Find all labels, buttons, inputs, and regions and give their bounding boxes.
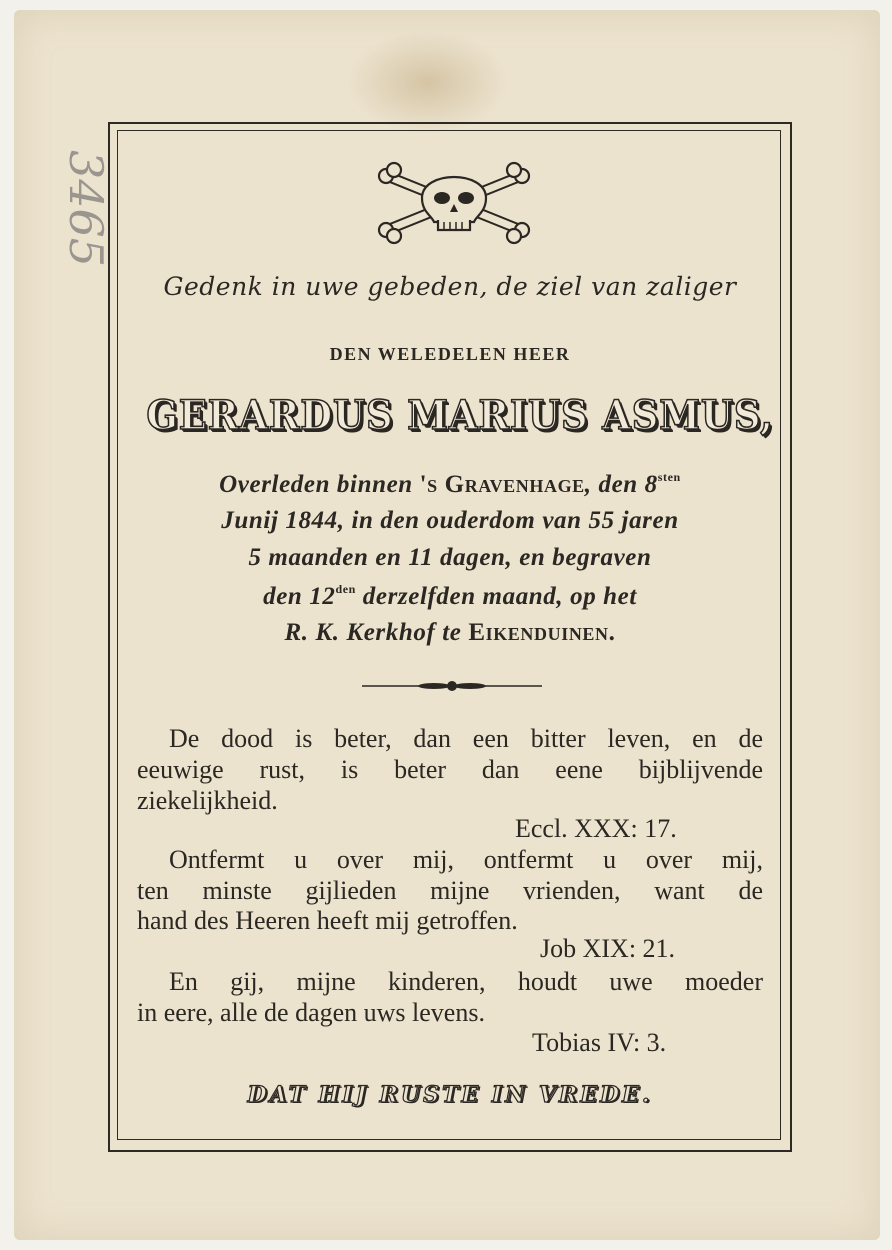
quote-1-line-2: eeuwige rust, is beter dan eene bijblijvende [137, 755, 763, 784]
quote-3-line-1: En gij, mijne kinderen, houdt uwe moeder [169, 967, 763, 996]
detail-line-4 [120, 582, 780, 611]
quote-3-reference: Tobias IV: 3. [532, 1028, 667, 1057]
paper-stain [345, 30, 510, 135]
place-name: 's Gravenhage [419, 471, 585, 498]
quote-3-line-2: in eere, alle de dagen uws levens. [137, 998, 485, 1027]
quote-2-line-1: Ontfermt u over mij, ontfermt u over mij, [169, 845, 763, 874]
quote-2-line-3: hand des Heeren heeft mij getroffen. [137, 906, 518, 935]
quote-1-line-3: ziekelijkheid. [137, 786, 278, 815]
quote-2-line-2: ten minste gijlieden mijne vrienden, want de [137, 876, 763, 905]
ornament-divider-icon [362, 676, 542, 696]
quote-1-reference: Eccl. XXX: 17. [515, 814, 677, 843]
place-name: Eikenduinen. [468, 619, 616, 646]
closing-phrase: DAT HIJ RUSTE IN VREDE. [247, 1082, 653, 1108]
svg-text:3465: 3465 [59, 150, 113, 268]
ordinal-suffix: sten [657, 470, 681, 484]
detail-text: den 12 [263, 583, 336, 610]
detail-line-1 [120, 470, 780, 499]
detail-line-3: 5 maanden en 11 dagen, en begraven [248, 544, 652, 571]
ordinal-suffix: den [335, 582, 356, 596]
intro-line: Gedenk in uwe gebeden, de ziel van zaliger [163, 272, 737, 301]
detail-text: R. K. Kerkhof te [284, 619, 469, 646]
inventory-number [18, 148, 113, 288]
quote-1-line-1: De dood is beter, dan een bitter leven, en de [169, 724, 763, 753]
deceased-name: GERARDUS MARIUS ASMUS, [146, 392, 774, 439]
quote-2-reference: Job XIX: 21. [540, 934, 676, 963]
detail-text: , den 8 [584, 471, 658, 498]
detail-text: Overleden binnen [219, 471, 420, 498]
detail-line-2: Junij 1844, in den ouderdom van 55 jaren [221, 507, 679, 534]
skull-crossbones-icon [372, 158, 536, 248]
detail-text: derzelfden maand, op het [355, 583, 637, 610]
honorific-title: DEN WELEDELEN HEER [329, 344, 571, 364]
detail-line-5 [120, 619, 780, 647]
